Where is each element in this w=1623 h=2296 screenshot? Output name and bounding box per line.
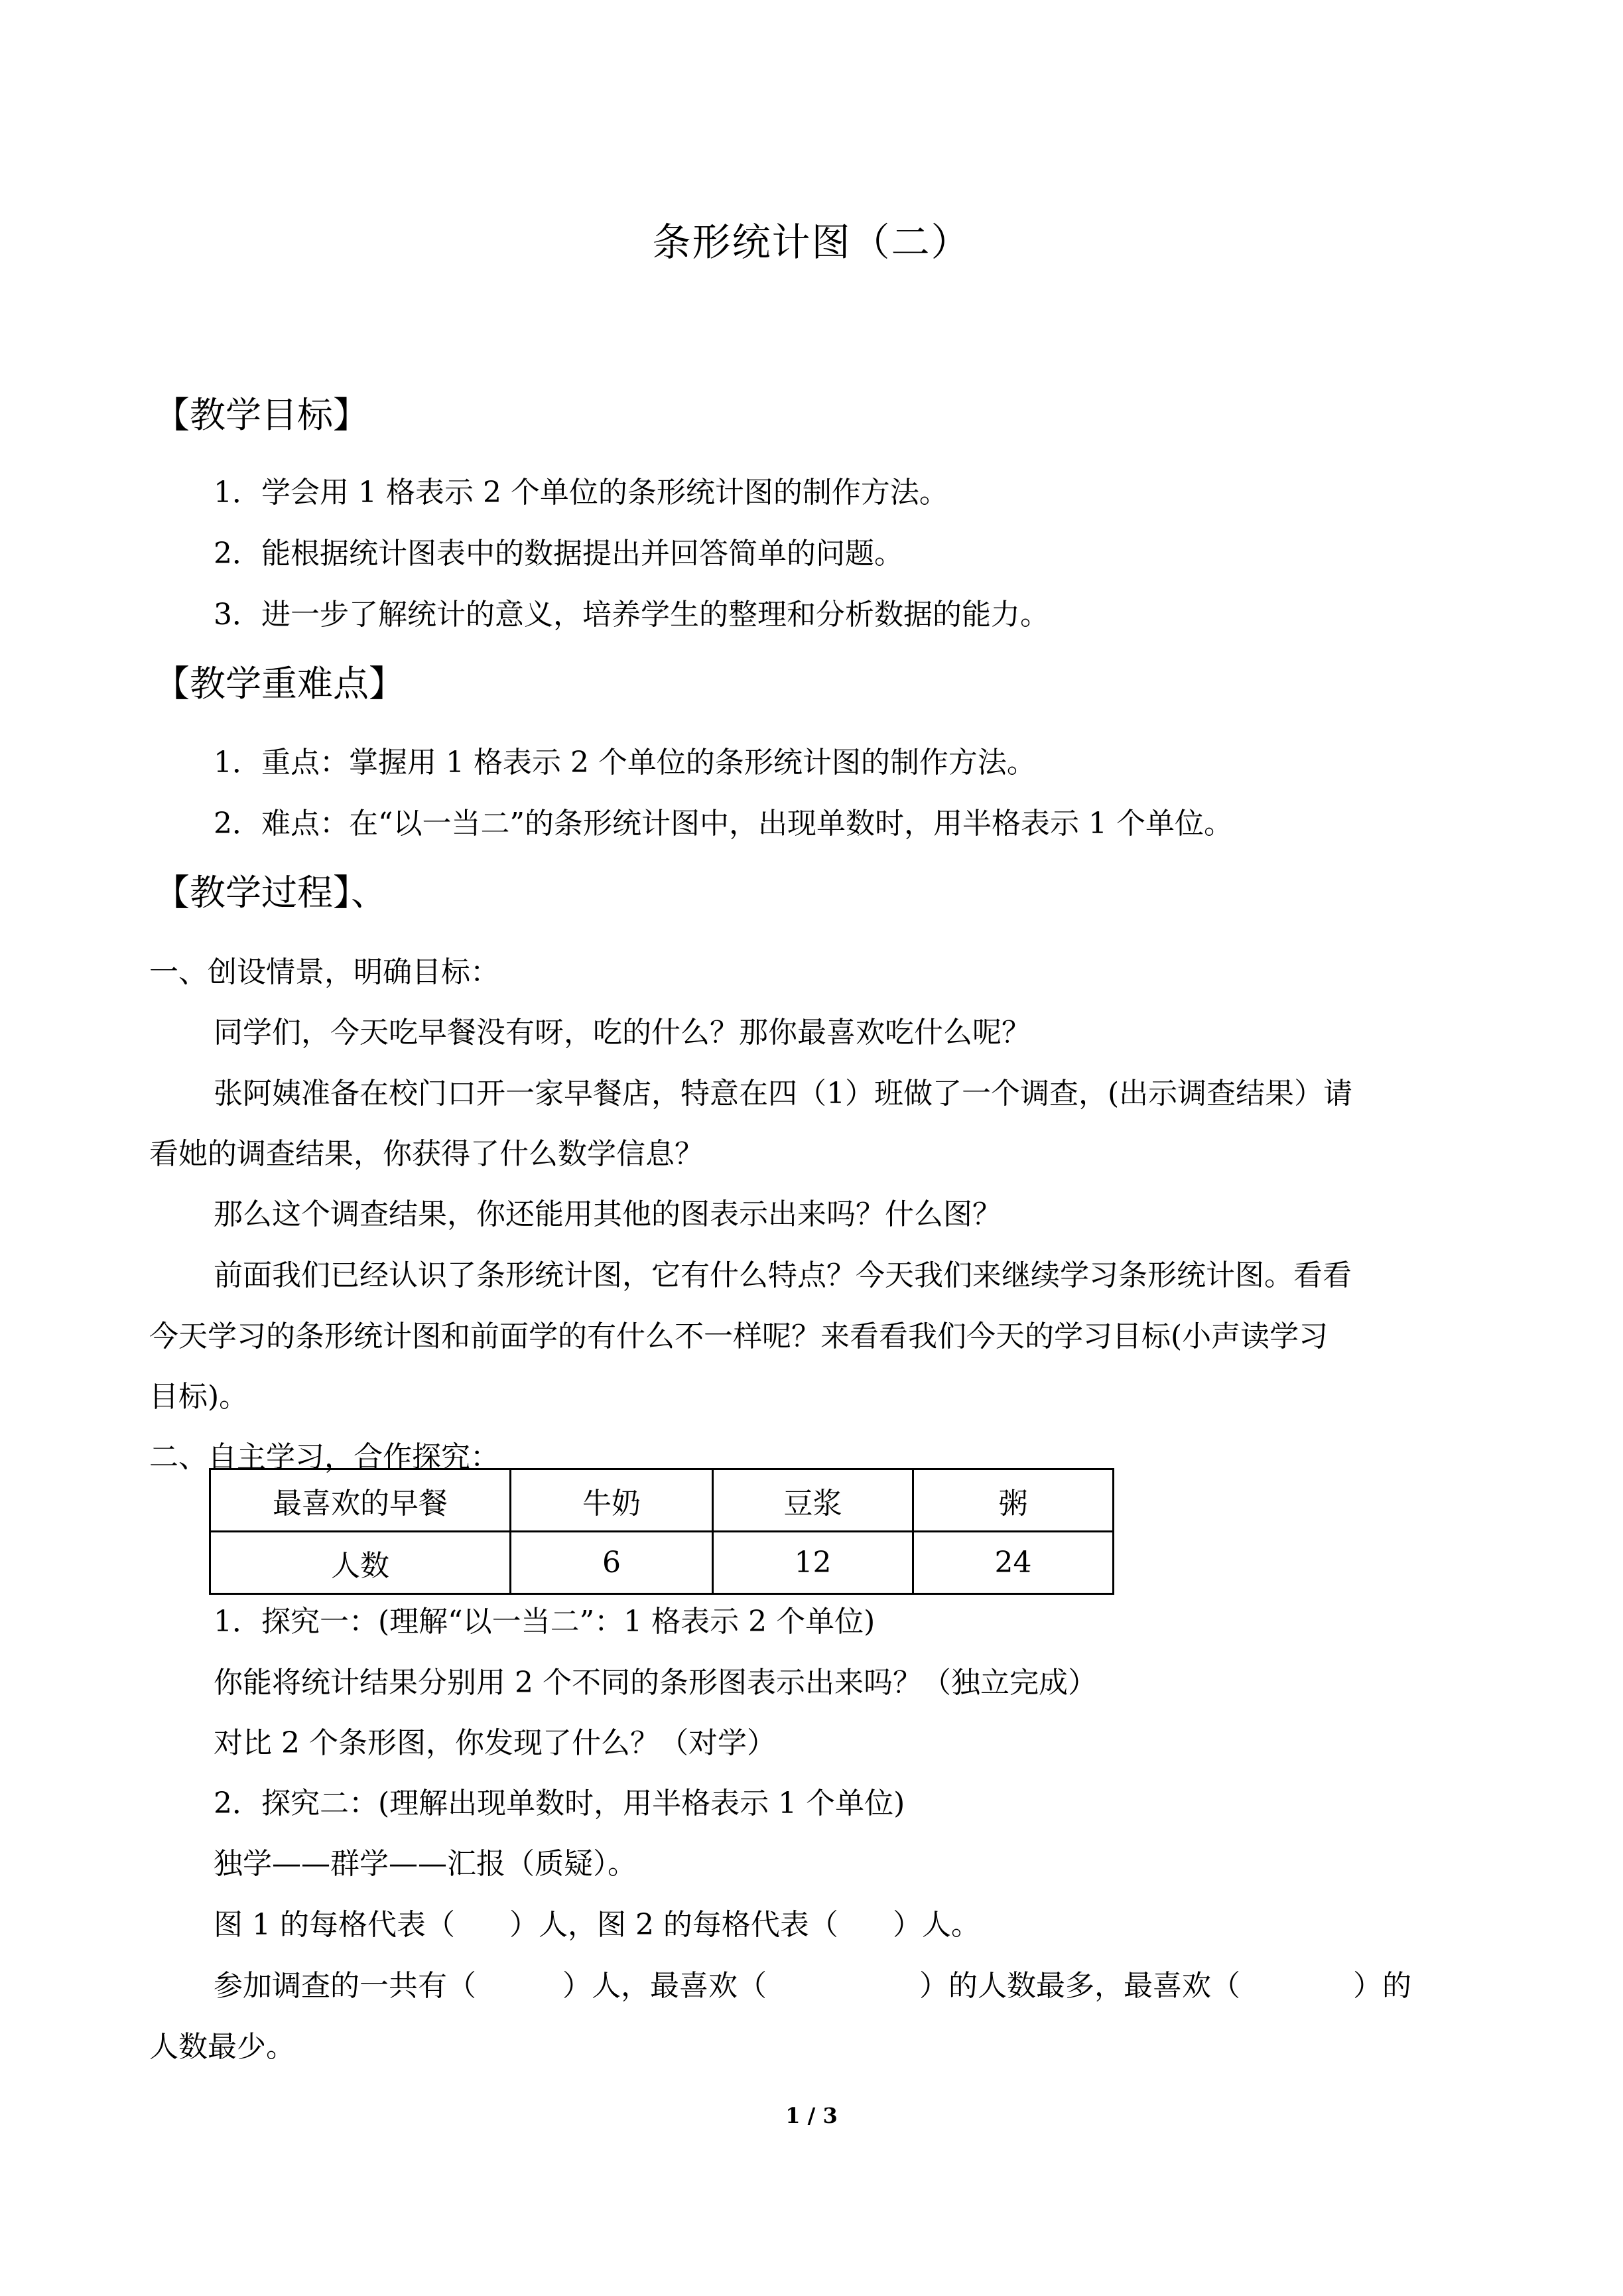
table-cell: 牛奶 [511, 1469, 713, 1532]
page-number: 1 / 3 [785, 2103, 838, 2128]
fill-blank-line [214, 1905, 980, 1945]
paragraph: 对比 2 个条形图，你发现了什么？（对学） [214, 1726, 776, 1760]
paragraph: 你能将统计结果分别用 2 个不同的条形图表示出来吗？（独立完成） [214, 1666, 1097, 1700]
goal-item: 3．进一步了解统计的意义，培养学生的整理和分析数据的能力。 [214, 598, 1049, 632]
goal-item: 1．学会用 1 格表示 2 个单位的条形统计图的制作方法。 [214, 476, 948, 509]
table-cell: 12 [713, 1532, 913, 1594]
blank-text: ）人，图 2 的每格代表（ [509, 1908, 838, 1942]
goals-heading: 【教学目标】 [154, 394, 369, 436]
keypoint-item: 2．难点：在“以一当二”的条形统计图中，出现单数时，用半格表示 1 个单位。 [214, 807, 1233, 841]
page-title: 条形统计图（二） [652, 220, 971, 265]
section1-title: 一、创设情景，明确目标： [149, 955, 499, 989]
table-cell: 粥 [913, 1469, 1114, 1532]
table-cell: 24 [913, 1532, 1114, 1594]
paragraph: 前面我们已经认识了条形统计图，它有什么特点？今天我们来继续学习条形统计图。看看 [214, 1258, 1352, 1292]
blank-text: ）人，最喜欢（ [562, 1969, 767, 2003]
blank-text: ）的人数最多，最喜欢（ [919, 1969, 1240, 2003]
keypoint-item: 1．重点：掌握用 1 格表示 2 个单位的条形统计图的制作方法。 [214, 746, 1036, 779]
paragraph: 今天学习的条形统计图和前面学的有什么不一样呢？来看看我们今天的学习目标(小声读学习 [149, 1319, 1329, 1353]
section2-title: 二、自主学习，合作探究： [149, 1440, 499, 1474]
exploration-2: 2．探究二：(理解出现单数时，用半格表示 1 个单位) [214, 1787, 905, 1820]
keypoints-heading: 【教学重难点】 [154, 663, 405, 705]
fill-blank-line [214, 1966, 1411, 2006]
blank-text: 参加调查的一共有（ [214, 1969, 476, 2003]
blank-text: ）人。 [892, 1908, 980, 1942]
process-heading: 【教学过程】、 [154, 872, 387, 913]
goal-item: 2．能根据统计图表中的数据提出并回答简单的问题。 [214, 537, 903, 571]
paragraph: 同学们，今天吃早餐没有呀，吃的什么？那你最喜欢吃什么呢？ [214, 1016, 1031, 1049]
table-cell: 最喜欢的早餐 [210, 1469, 511, 1532]
paragraph: 目标)。 [149, 1380, 249, 1414]
breakfast-survey-table [209, 1468, 1114, 1595]
blank-text: 图 1 的每格代表（ [214, 1908, 455, 1942]
paragraph: 看她的调查结果，你获得了什么数学信息？ [149, 1137, 704, 1171]
paragraph: 那么这个调查结果，你还能用其他的图表示出来吗？什么图？ [214, 1197, 1002, 1231]
paragraph: 独学——群学——汇报（质疑）。 [214, 1847, 637, 1881]
table-header-row [210, 1469, 1114, 1532]
paragraph: 张阿姨准备在校门口开一家早餐店，特意在四（1）班做了一个调查，(出示调查结果）请 [214, 1077, 1353, 1111]
table-cell: 豆浆 [713, 1469, 913, 1532]
blank-text: ）的 [1353, 1969, 1411, 2003]
table-cell: 人数 [210, 1532, 511, 1594]
table-row [210, 1532, 1114, 1594]
exploration-1: 1．探究一：(理解“以一当二”：1 格表示 2 个单位) [214, 1605, 876, 1639]
table-cell: 6 [511, 1532, 713, 1594]
paragraph: 人数最少。 [149, 2030, 295, 2064]
